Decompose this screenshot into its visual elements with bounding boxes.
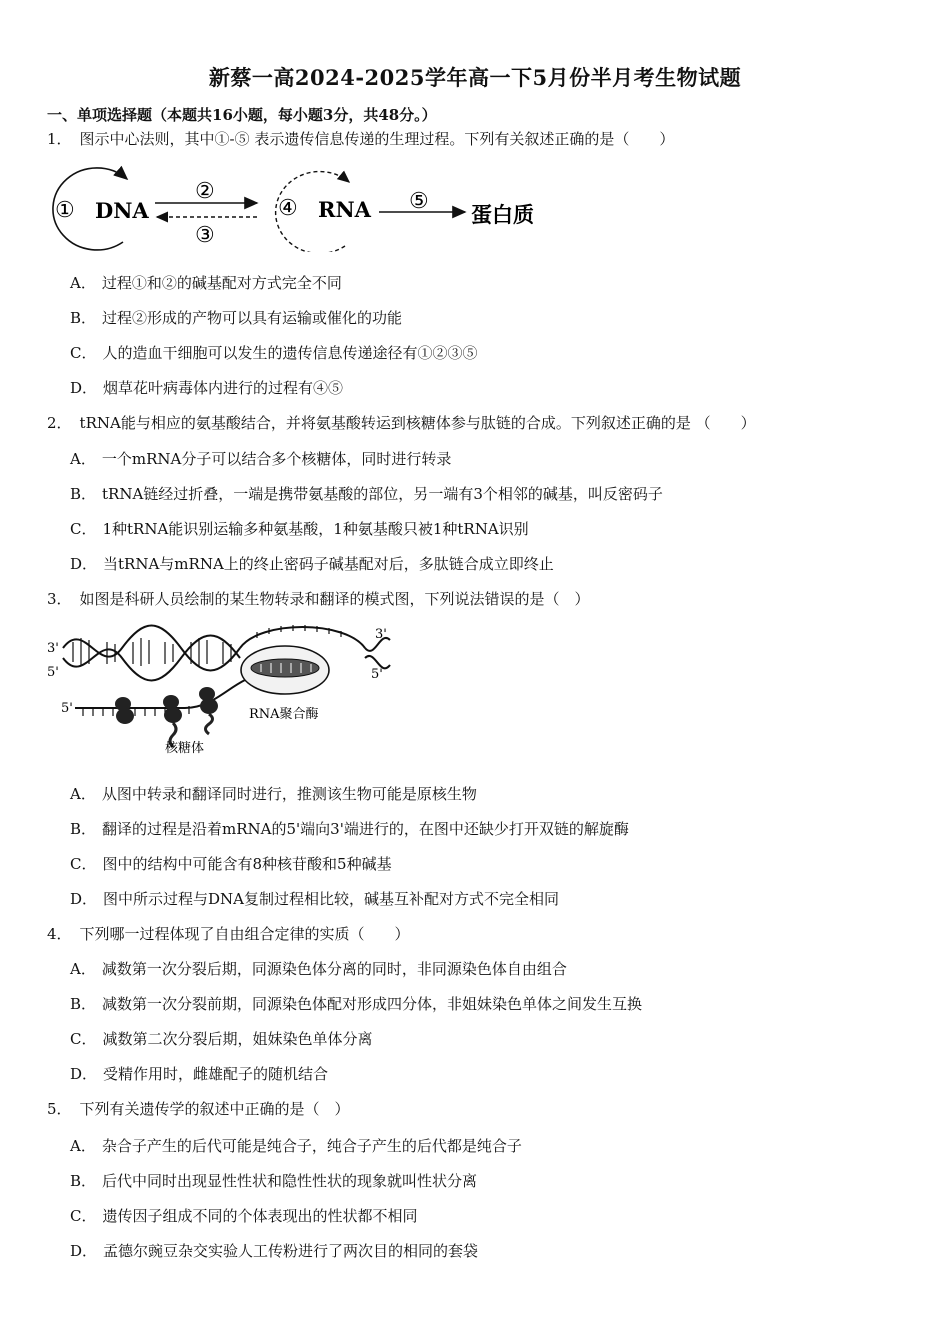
question-stem: tRNA能与相应的氨基酸结合，并将氨基酸转运到核糖体参与肽链的合成。下列叙述正确的是 （ ）	[79, 414, 756, 432]
process-4-label: ④	[278, 196, 298, 221]
option-2d[interactable]: D． 当tRNA与mRNA上的终止密码子碱基配对后，多肽链合成立即终止	[70, 555, 554, 573]
rna-label: RNA	[318, 197, 371, 222]
rna-polymerase-label: RNA聚合酶	[249, 707, 319, 722]
right-5-prime-label: 5'	[371, 667, 383, 682]
question-stem: 下列哪一过程体现了自由组合定律的实质（ ）	[79, 925, 410, 943]
process-5-label: ⑤	[409, 189, 429, 214]
option-3c[interactable]: C． 图中的结构中可能含有8种核苷酸和5种碱基	[70, 855, 392, 873]
question-number: 1．	[47, 130, 72, 148]
left-5-prime-label: 5'	[47, 665, 59, 680]
question-3: 3． 如图是科研人员绘制的某生物转录和翻译的模式图，下列说法错误的是（ ）	[47, 590, 590, 608]
question-1	[47, 128, 674, 149]
central-dogma-diagram	[45, 160, 565, 252]
dna-label: DNA	[95, 198, 149, 223]
option-5b[interactable]: B． 后代中同时出现显性性状和隐性性状的现象就叫性状分离	[70, 1172, 478, 1190]
option-1b[interactable]: B． 过程②形成的产物可以具有运输或催化的功能	[70, 309, 403, 327]
mrna-5-prime-label: 5'	[61, 701, 73, 716]
ribosome-label: 核糖体	[165, 741, 205, 756]
option-5d[interactable]: D． 孟德尔豌豆杂交实验人工传粉进行了两次目的相同的套袋	[70, 1242, 479, 1260]
mrna-strand	[75, 680, 245, 708]
question-5: 5． 下列有关遗传学的叙述中正确的是（ ）	[47, 1100, 350, 1118]
process-3-label: ③	[195, 223, 215, 248]
option-1c[interactable]: C． 人的造血干细胞可以发生的遗传信息传递途径有①②③⑤	[70, 344, 478, 362]
section-heading: 一、单项选择题（本题共16小题，每小题3分，共48分。）	[47, 106, 437, 124]
process-1-label: ①	[55, 198, 75, 223]
option-3a[interactable]: A． 从图中转录和翻译同时进行，推测该生物可能是原核生物	[70, 785, 477, 803]
question-2: 2． tRNA能与相应的氨基酸结合，并将氨基酸转运到核糖体参与肽链的合成。下列叙述正确的是 （ ）	[47, 414, 756, 432]
protein-label: 蛋白质	[471, 202, 534, 227]
ribosome-1	[115, 697, 134, 724]
question-stem: 如图是科研人员绘制的某生物转录和翻译的模式图，下列说法错误的是（ ）	[79, 590, 590, 608]
question-4: 4． 下列哪一过程体现了自由组合定律的实质（ ）	[47, 925, 410, 943]
process-2-label: ②	[195, 179, 215, 204]
option-1d[interactable]: D． 烟草花叶病毒体内进行的过程有④⑤	[70, 379, 344, 397]
template-strand	[240, 627, 365, 648]
option-4c[interactable]: C． 减数第二次分裂后期，姐妹染色单体分离	[70, 1030, 373, 1048]
page-title: 新蔡一高2024-2025学年高一下5月份半月考生物试题	[208, 65, 742, 90]
option-2c[interactable]: C． 1种tRNA能识别运输多种氨基酸，1种氨基酸只被1种tRNA识别	[70, 520, 529, 538]
question-stem: 图示中心法则，其中①-⑤ 表示遗传信息传递的生理过程。下列有关叙述正确的是（ ）	[79, 130, 675, 148]
left-3-prime-label: 3'	[47, 641, 59, 656]
option-5a[interactable]: A． 杂合子产生的后代可能是纯合子，纯合子产生的后代都是纯合子	[70, 1137, 522, 1155]
transcription-translation-diagram	[45, 620, 405, 762]
right-3-prime-label: 3'	[375, 627, 387, 642]
question-stem: 下列有关遗传学的叙述中正确的是（ ）	[79, 1100, 350, 1118]
option-1a[interactable]: A． 过程①和②的碱基配对方式完全不同	[70, 274, 342, 292]
option-4b[interactable]: B． 减数第一次分裂前期，同源染色体配对形成四分体，非姐妹染色单体之间发生互换	[70, 995, 643, 1013]
option-5c[interactable]: C． 遗传因子组成不同的个体表现出的性状都不相同	[70, 1207, 418, 1225]
option-3d[interactable]: D． 图中所示过程与DNA复制过程相比较，碱基互补配对方式不完全相同	[70, 890, 560, 908]
ribosome-2	[163, 695, 182, 747]
option-3b[interactable]: B． 翻译的过程是沿着mRNA的5'端向3'端进行的，在图中还缺少打开双链的解旋酶	[70, 820, 629, 838]
option-2a[interactable]: A． 一个mRNA分子可以结合多个核糖体，同时进行转录	[70, 450, 452, 468]
option-4a[interactable]: A． 减数第一次分裂后期，同源染色体分离的同时，非同源染色体自由组合	[70, 960, 567, 978]
option-2b[interactable]: B． tRNA链经过折叠，一端是携带氨基酸的部位，另一端有3个相邻的碱基，叫反密码子	[70, 485, 663, 503]
ribosome-3	[199, 687, 218, 734]
option-4d[interactable]: D． 受精作用时，雌雄配子的随机结合	[70, 1065, 329, 1083]
